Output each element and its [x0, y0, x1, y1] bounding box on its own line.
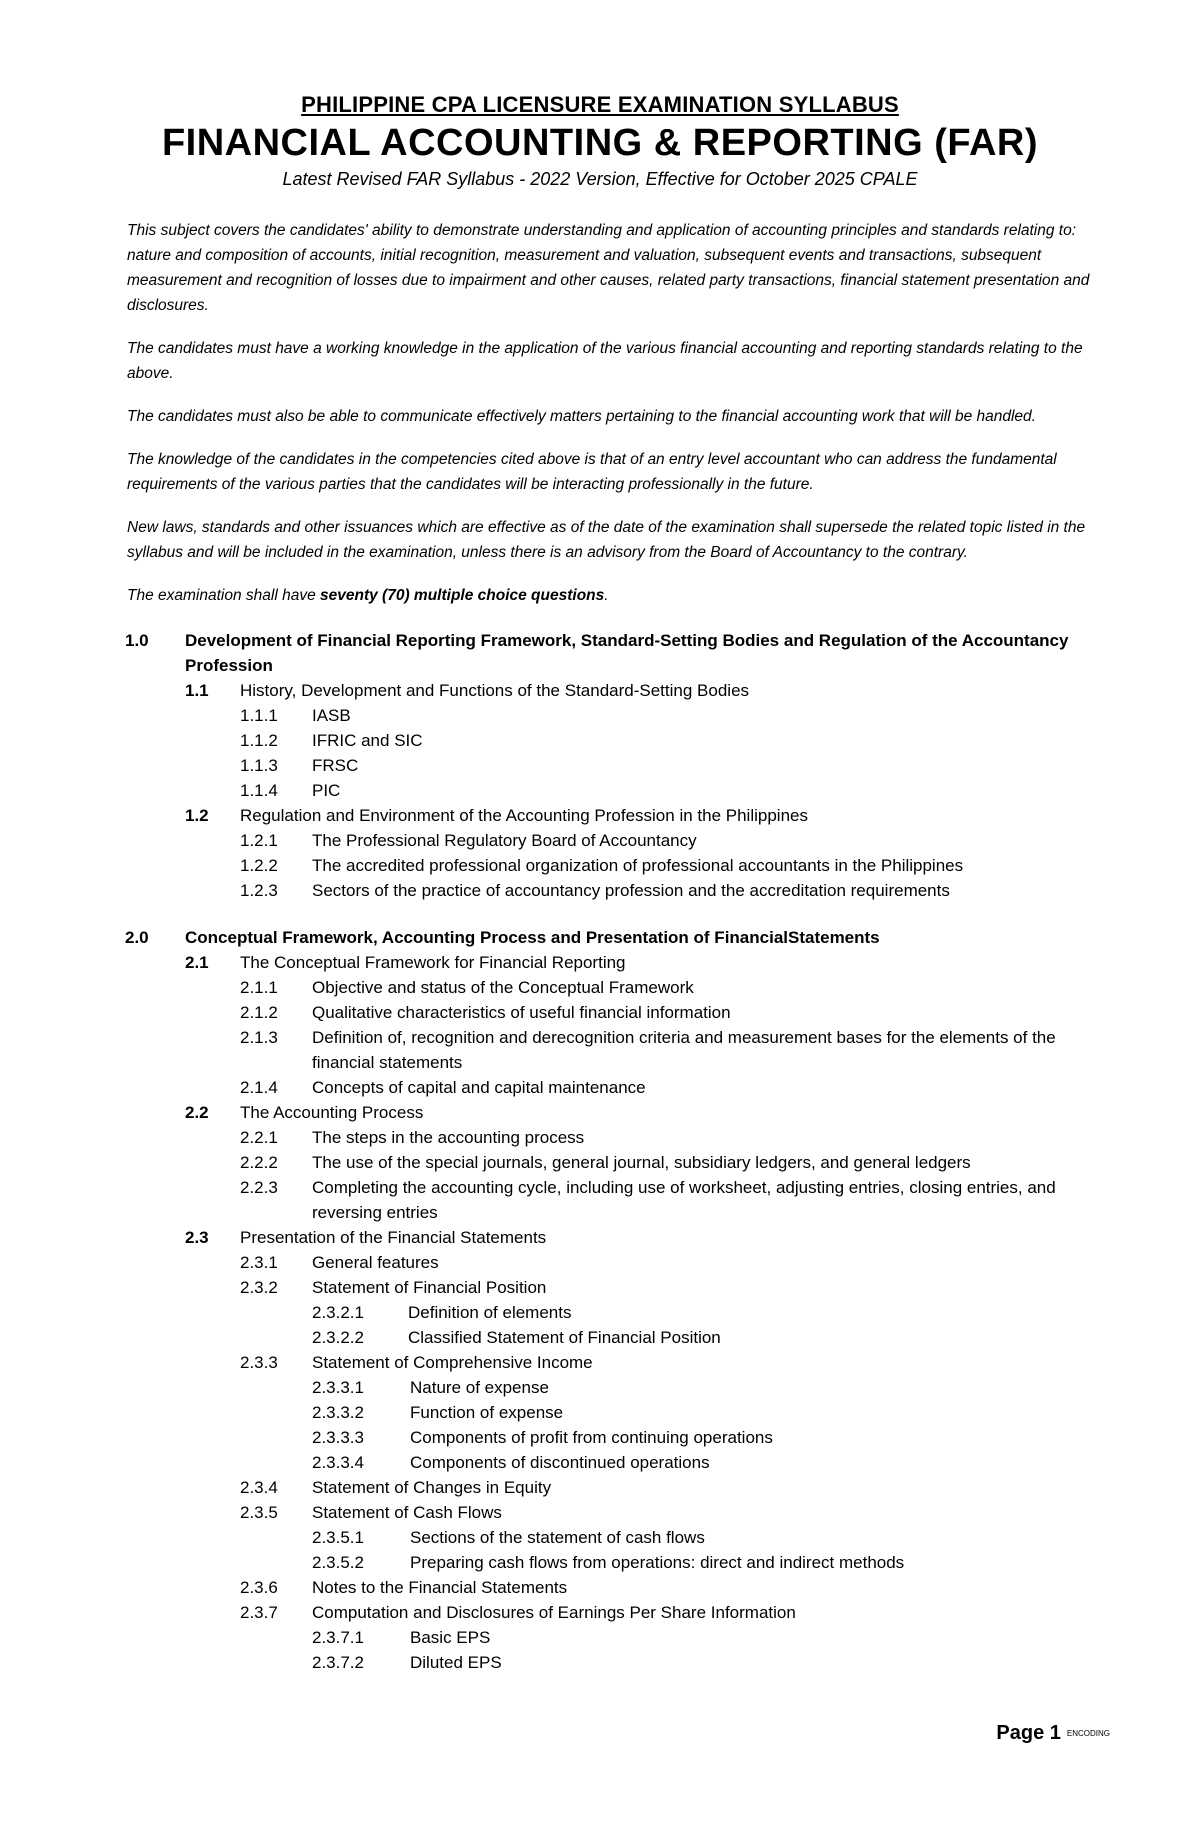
item-number: 1.2.2 — [240, 856, 278, 875]
outline-item — [0, 1250, 1200, 1275]
item-number: 2.3.4 — [240, 1478, 278, 1497]
item-number: 2.3.6 — [240, 1578, 278, 1597]
item-number: 2.3.3.3 — [312, 1428, 364, 1447]
item-number: 2.2.3 — [240, 1178, 278, 1197]
item-title: History, Development and Functions of the Standard-Setting Bodies — [240, 681, 750, 700]
outline-item — [0, 1125, 1200, 1150]
outline-item — [0, 1375, 1200, 1400]
item-number: 1.1.2 — [240, 731, 278, 750]
item-title: Qualitative characteristics of useful financial information — [312, 1003, 731, 1022]
outline-item — [0, 1275, 1200, 1300]
outline-item — [0, 1000, 1200, 1025]
item-number: 2.3.7.2 — [312, 1653, 364, 1672]
outline-item — [0, 703, 1200, 728]
item-number: 2.3.3.1 — [312, 1378, 364, 1397]
item-title: Sections of the statement of cash flows — [410, 1528, 705, 1547]
outline-item — [0, 1100, 1200, 1125]
item-title: Notes to the Financial Statements — [312, 1578, 568, 1597]
item-number: 2.2 — [185, 1103, 209, 1122]
item-title: The steps in the accounting process — [312, 1128, 585, 1147]
item-number: 2.3.2.2 — [312, 1328, 364, 1347]
intro-paragraph-exam-count — [127, 583, 1102, 608]
item-title: The Accounting Process — [240, 1103, 424, 1122]
item-number: 2.3.7.1 — [312, 1628, 364, 1647]
item-title: Sectors of the practice of accountancy profession and the accreditation requirements — [312, 881, 950, 900]
document-subtitle: Latest Revised FAR Syllabus - 2022 Version, Effective for October 2025 CPALE — [282, 169, 918, 189]
outline-item — [0, 728, 1200, 753]
item-title: Concepts of capital and capital maintenance — [312, 1078, 646, 1097]
item-number: 2.1.2 — [240, 1003, 278, 1022]
exam-count-prefix: The examination shall have — [127, 587, 321, 604]
outline-section — [0, 628, 1200, 678]
item-number: 2.3.5 — [240, 1503, 278, 1522]
intro-paragraph: The candidates must also be able to communicate effectively matters pertaining to the financial accounting work that will be handled. — [127, 408, 1036, 425]
outline-item — [0, 853, 1200, 878]
outline-item — [0, 1325, 1200, 1350]
outline-section — [0, 925, 1200, 950]
item-title: Function of expense — [410, 1403, 564, 1422]
item-title: Definition of elements — [408, 1303, 572, 1322]
item-number: 2.1.1 — [240, 978, 278, 997]
item-title: The Conceptual Framework for Financial Reporting — [240, 953, 626, 972]
syllabus-outline — [0, 628, 1200, 1675]
outline-item — [0, 1075, 1200, 1100]
intro-section — [127, 218, 1102, 626]
item-number: 2.3.5.1 — [312, 1528, 364, 1547]
outline-item — [0, 803, 1200, 828]
outline-item — [0, 1025, 1200, 1075]
item-title: FRSC — [312, 756, 359, 775]
intro-paragraph: The candidates must have a working knowledge in the application of the various financial accounting and reporting standards relating to the above. — [127, 340, 1083, 382]
item-title: Basic EPS — [410, 1628, 491, 1647]
footer-tiny-text: ENCODING — [1066, 1729, 1110, 1739]
item-title: IFRIC and SIC — [312, 731, 423, 750]
item-number: 1.2.3 — [240, 881, 278, 900]
outline-item — [0, 1150, 1200, 1175]
page-footer — [996, 1722, 1110, 1745]
item-title: Objective and status of the Conceptual Framework — [312, 978, 694, 997]
item-title: Statement of Cash Flows — [312, 1503, 502, 1522]
item-title: Components of discontinued operations — [410, 1453, 710, 1472]
item-title: Definition of, recognition and derecognition criteria and measurement bases for the elements of the financial statements — [312, 1028, 1056, 1072]
outline-item — [0, 678, 1200, 703]
item-title: Presentation of the Financial Statements — [240, 1228, 547, 1247]
item-number: 1.2.1 — [240, 831, 278, 850]
item-number: 2.2.1 — [240, 1128, 278, 1147]
item-number: 2.2.2 — [240, 1153, 278, 1172]
item-number: 2.3.5.2 — [312, 1553, 364, 1572]
item-title: Statement of Financial Position — [312, 1278, 547, 1297]
item-number: 2.1.3 — [240, 1028, 278, 1047]
item-number: 1.1.1 — [240, 706, 278, 725]
item-title: The use of the special journals, general journal, subsidiary ledgers, and general ledgers — [312, 1153, 971, 1172]
item-title: Preparing cash flows from operations: direct and indirect methods — [410, 1553, 905, 1572]
item-number: 2.3.7 — [240, 1603, 278, 1622]
item-number: 1.1.3 — [240, 756, 278, 775]
outline-item — [0, 1450, 1200, 1475]
outline-item — [0, 778, 1200, 803]
section-title: Development of Financial Reporting Framework, Standard-Setting Bodies and Regulation of the Accountancy Profession — [185, 631, 1069, 675]
item-number: 2.1 — [185, 953, 209, 972]
item-number: 2.3.3 — [240, 1353, 278, 1372]
outline-item — [0, 1425, 1200, 1450]
intro-paragraph: New laws, standards and other issuances which are effective as of the date of the examination shall supersede the related topic listed in the syllabus and will be included in the examination, unless there is an advisory from the Board of Accountancy to the contrary. — [127, 519, 1086, 561]
item-title: Regulation and Environment of the Accounting Profession in the Philippines — [240, 806, 808, 825]
item-number: 2.3.1 — [240, 1253, 278, 1272]
syllabus-supertitle: PHILIPPINE CPA LICENSURE EXAMINATION SYLLABUS — [301, 92, 899, 117]
outline-item — [0, 1400, 1200, 1425]
item-number: 1.2 — [185, 806, 209, 825]
outline-item — [0, 1600, 1200, 1625]
outline-item — [0, 1625, 1200, 1650]
page-number: Page 1 — [996, 1722, 1061, 1744]
item-number: 1.1.4 — [240, 781, 278, 800]
outline-item — [0, 1300, 1200, 1325]
section-spacer — [0, 903, 1200, 925]
item-title: Completing the accounting cycle, including use of worksheet, adjusting entries, closing entries, and reversing entries — [312, 1178, 1056, 1222]
outline-item — [0, 828, 1200, 853]
item-number: 2.3.3.4 — [312, 1453, 364, 1472]
item-number: 2.1.4 — [240, 1078, 278, 1097]
outline-item — [0, 878, 1200, 903]
item-title: PIC — [312, 781, 341, 800]
item-title: Diluted EPS — [410, 1653, 502, 1672]
intro-paragraph: The knowledge of the candidates in the competencies cited above is that of an entry level accountant who can address the fundamental requirements of the various parties that the candidates will be interacting professionally in the future. — [127, 451, 1057, 493]
item-title: Statement of Comprehensive Income — [312, 1353, 593, 1372]
item-title: IASB — [312, 706, 351, 725]
item-title: Statement of Changes in Equity — [312, 1478, 552, 1497]
section-number: 1.0 — [125, 631, 149, 650]
outline-item — [0, 1525, 1200, 1550]
exam-count-bold: seventy (70) multiple choice questions — [320, 587, 605, 604]
outline-item — [0, 1475, 1200, 1500]
item-title: Computation and Disclosures of Earnings Per Share Information — [312, 1603, 796, 1622]
intro-paragraph: This subject covers the candidates' ability to demonstrate understanding and application of accounting principles and standards relating to: nature and composition of accounts, initial recognition, measurement and valuation, subsequent events and transactions, subsequent measurement and recognition of losses due to impairment and other causes, related party transactions, financial statement presentation and disclosures. — [127, 222, 1090, 314]
item-title: Classified Statement of Financial Position — [408, 1328, 721, 1347]
outline-item — [0, 753, 1200, 778]
item-number: 2.3.2.1 — [312, 1303, 364, 1322]
outline-item — [0, 1225, 1200, 1250]
outline-item — [0, 975, 1200, 1000]
item-title: General features — [312, 1253, 439, 1272]
exam-count-suffix: . — [604, 587, 609, 604]
outline-item — [0, 1500, 1200, 1525]
outline-item — [0, 1650, 1200, 1675]
item-title: The Professional Regulatory Board of Accountancy — [312, 831, 697, 850]
outline-item — [0, 1575, 1200, 1600]
item-title: Nature of expense — [410, 1378, 549, 1397]
item-number: 2.3 — [185, 1228, 209, 1247]
item-number: 1.1 — [185, 681, 209, 700]
item-title: Components of profit from continuing operations — [410, 1428, 773, 1447]
section-number: 2.0 — [125, 928, 149, 947]
section-title: Conceptual Framework, Accounting Process and Presentation of FinancialStatements — [185, 928, 880, 947]
outline-item — [0, 1550, 1200, 1575]
item-title: The accredited professional organization of professional accountants in the Philippines — [312, 856, 964, 875]
item-number: 2.3.2 — [240, 1278, 278, 1297]
document-title: FINANCIAL ACCOUNTING & REPORTING (FAR) — [161, 122, 1039, 164]
document-header — [0, 92, 1200, 190]
outline-item — [0, 1175, 1200, 1225]
outline-item — [0, 950, 1200, 975]
outline-item — [0, 1350, 1200, 1375]
item-number: 2.3.3.2 — [312, 1403, 364, 1422]
